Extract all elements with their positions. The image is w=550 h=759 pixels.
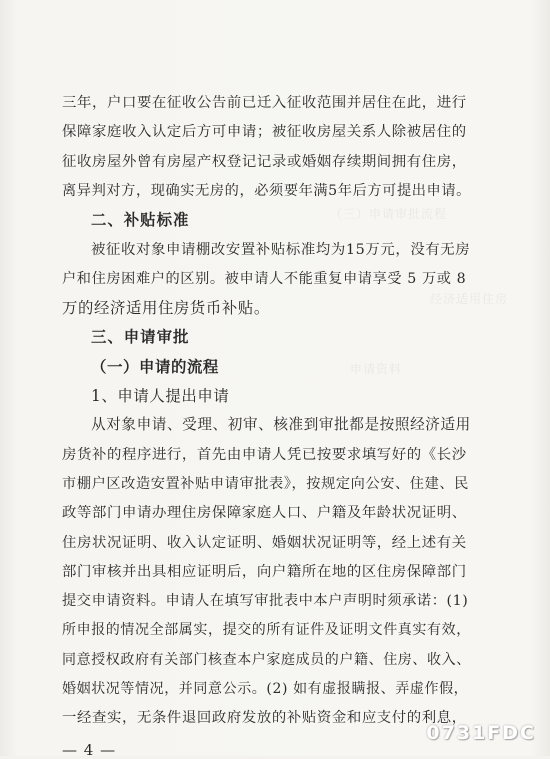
body-line: 住房状况证明、收入认定证明、婚姻状况证明等，经上述有关: [62, 534, 467, 551]
body-line: 被征收对象申请棚改安置补贴标准均为15万元，没有无房: [91, 241, 471, 258]
body-line: 离异判对方，现确实无房的，必须要年满5年后方可提出申请。: [62, 182, 471, 199]
body-line: 市棚户区改造安置补贴申请审批表》，按规定向公安、住建、民: [62, 475, 469, 492]
body-line: 从对象申请、受理、初审、核准到审批都是按照经济适用: [91, 416, 471, 434]
body-line: 同意授权政府有关部门核查本户家庭成员的户籍、住房、收入、: [62, 651, 471, 668]
body-line: 户和住房困难户的区别。被申请人不能重复申请享受 5 万或 8: [62, 270, 467, 287]
watermark-logo: 0731FDC: [426, 722, 536, 744]
section-heading-subsidy-standard: 二、补贴标准: [91, 211, 190, 230]
body-line: 房货补的程序进行，首先由申请人凭已按要求填写好的《长沙: [62, 446, 467, 463]
body-line: 一经查实，无条件退回政府发放的补贴资金和应支付的利息，: [62, 710, 467, 727]
body-line: 婚姻状况等情况，并同意公示。(2) 如有虚报瞒报、弄虚作假，: [62, 681, 469, 697]
bleed-through-text: 经济适用住房: [430, 292, 509, 306]
body-line: 1、申请人提出申请: [91, 387, 230, 405]
section-heading-application-approval: 三、申请审批: [91, 328, 190, 347]
body-line: 保障家庭收入认定后方可申请；被征收房屋关系人除被居住的: [62, 124, 467, 141]
bleed-through-text: （三）申请审批流程: [330, 207, 448, 221]
body-line: 部门审核并出具相应证明后，向户籍所在地的区住房保障部门: [62, 563, 467, 580]
subsection-heading-process: （一）申请的流程: [91, 357, 219, 376]
body-line: 征收房屋外曾有房屋产权登记记录或婚姻存续期间拥有住房，: [62, 153, 467, 170]
body-line: 万的经济适用住房货币补贴。: [62, 299, 270, 318]
page-number: — 4 —: [62, 740, 117, 759]
body-line: 政等部门申请办理住房保障家庭人口、户籍及年龄状况证明、: [62, 505, 467, 522]
body-line: 三年，户口要在征收公告前已迁入征收范围并居住在此，进行: [62, 95, 467, 111]
body-line: 提交申请资料。申请人在填写审批表中本户声明时须承诺：(1): [62, 593, 469, 610]
body-line: 所申报的情况全部属实，提交的所有证件及证明文件真实有效，: [62, 622, 471, 639]
bleed-through-text: 申请资料: [350, 362, 403, 376]
